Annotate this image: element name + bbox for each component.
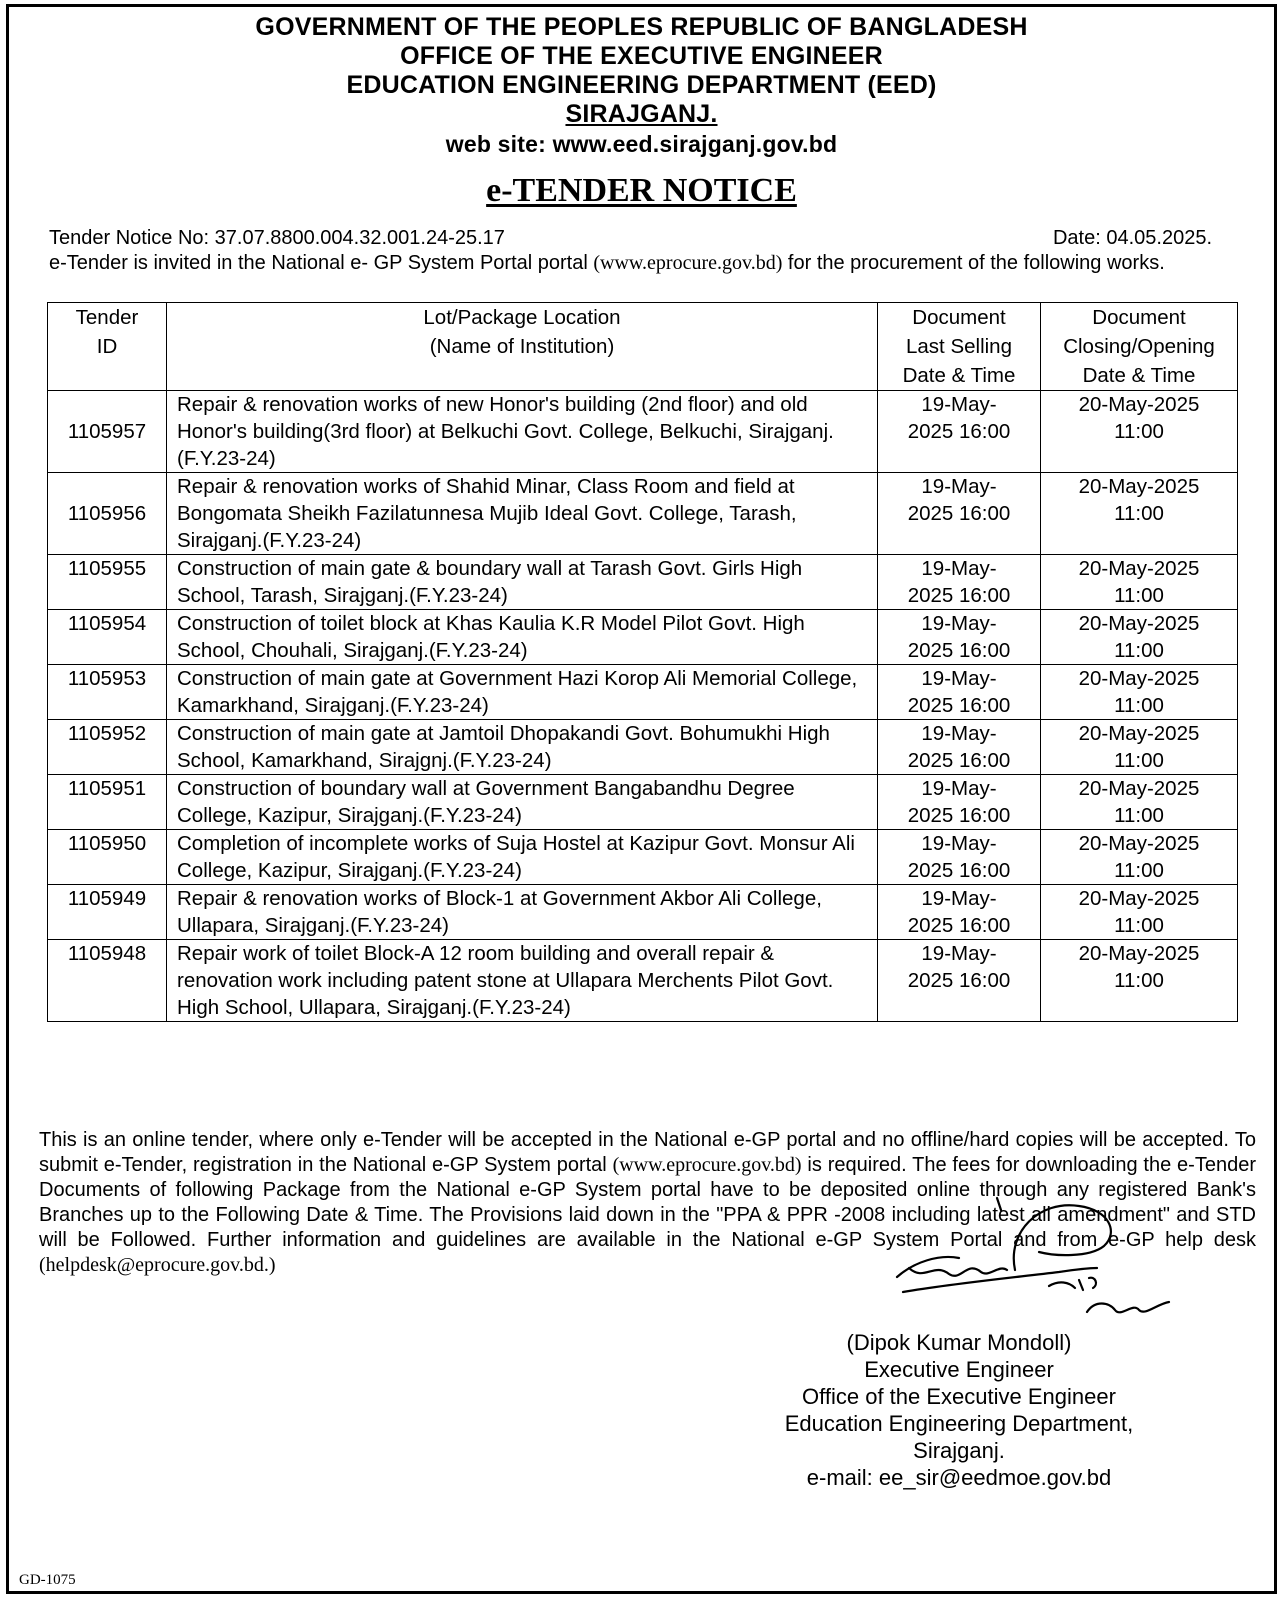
col-header-selling <box>878 303 1041 391</box>
notice-meta <box>49 226 1212 250</box>
closing-date: 20-May-2025 <box>1078 612 1200 635</box>
eprocure-link[interactable]: (www.eprocure.gov.bd) <box>612 1154 802 1176</box>
tender-id: 1105950 <box>48 830 167 885</box>
selling-datetime <box>878 775 1041 830</box>
tender-location: Construction of main gate at Government Hazi Korop Ali Memorial College, Kamarkhand, Sirajganj.(F.Y.23-24) <box>167 665 878 720</box>
footer-code: GD-1075 <box>19 1572 76 1588</box>
selling-time: 2025 16:00 <box>907 914 1011 937</box>
closing-date: 20-May-2025 <box>1078 557 1200 580</box>
tender-id: 1105952 <box>48 720 167 775</box>
website-link[interactable]: www.eed.sirajganj.gov.bd <box>552 131 838 157</box>
table-row <box>48 830 1238 885</box>
col-header-closing-l1: Document <box>1092 306 1186 329</box>
closing-datetime <box>1041 665 1238 720</box>
table-row <box>48 665 1238 720</box>
closing-date: 20-May-2025 <box>1078 887 1200 910</box>
closing-time: 11:00 <box>1114 502 1164 525</box>
selling-datetime <box>878 720 1041 775</box>
closing-date: 20-May-2025 <box>1078 393 1200 416</box>
tender-id: 1105956 <box>48 473 167 555</box>
tender-location: Construction of toilet block at Khas Kaulia K.R Model Pilot Govt. High School, Chouhali, Sirajganj.(F.Y.23-24) <box>167 610 878 665</box>
signatory-office: Office of the Executive Engineer <box>802 1384 1116 1409</box>
tender-location: Repair & renovation works of Block-1 at Government Akbor Ali College, Ullapara, Sirajganj.(F.Y.23-24) <box>167 885 878 940</box>
notice-no: 37.07.8800.004.32.001.24-25.17 <box>214 227 505 249</box>
tender-location: Construction of main gate at Jamtoil Dhopakandi Govt. Bohumukhi High School, Kamarkhand, Sirajgnj.(F.Y.23-24) <box>167 720 878 775</box>
closing-datetime <box>1041 555 1238 610</box>
table-row <box>48 610 1238 665</box>
closing-time: 11:00 <box>1114 804 1164 827</box>
selling-time: 2025 16:00 <box>907 502 1011 525</box>
selling-time: 2025 16:00 <box>907 420 1011 443</box>
tender-id: 1105953 <box>48 665 167 720</box>
intro-text <box>49 250 1218 276</box>
closing-time: 11:00 <box>1114 694 1164 717</box>
selling-date: 19-May- <box>921 393 997 416</box>
table-row <box>48 720 1238 775</box>
col-header-id-l2: ID <box>96 335 118 358</box>
selling-time: 2025 16:00 <box>907 969 1011 992</box>
col-header-location-l1: Lot/Package Location <box>423 306 621 329</box>
selling-date: 19-May- <box>921 887 997 910</box>
tender-location: Construction of boundary wall at Government Bangabandhu Degree College, Kazipur, Sirajganj.(F.Y.23-24) <box>167 775 878 830</box>
closing-time: 11:00 <box>1114 420 1164 443</box>
closing-datetime <box>1041 720 1238 775</box>
city-line: SIRAJGANJ. <box>565 100 718 128</box>
closing-date: 20-May-2025 <box>1078 722 1200 745</box>
selling-time: 2025 16:00 <box>907 749 1011 772</box>
table-row <box>48 555 1238 610</box>
closing-date: 20-May-2025 <box>1078 667 1200 690</box>
terms-part-1: This is an online tender, where only e-Tender will be accepted in the National e-GP portal and no offline/hard copies will be accepted. To submit e-Tender, registration in the National e-GP System portal <box>39 1129 1256 1176</box>
signatory-place: Sirajganj. <box>913 1438 1005 1463</box>
col-header-closing-l3: Date & Time <box>1082 364 1196 387</box>
selling-date: 19-May- <box>921 777 997 800</box>
email-label: e-mail: <box>806 1465 879 1490</box>
col-header-location <box>167 303 878 391</box>
govt-line: GOVERNMENT OF THE PEOPLES REPUBLIC OF BANGLADESH <box>255 13 1028 41</box>
tender-id: 1105954 <box>48 610 167 665</box>
signatory-name: (Dipok Kumar Mondoll) <box>846 1330 1072 1355</box>
signature-block <box>749 1329 1169 1491</box>
closing-date: 20-May-2025 <box>1078 777 1200 800</box>
selling-datetime <box>878 391 1041 473</box>
col-header-selling-l2: Last Selling <box>906 335 1012 358</box>
col-header-id <box>48 303 167 391</box>
page-title: e-TENDER NOTICE <box>486 172 797 209</box>
selling-datetime <box>878 830 1041 885</box>
tender-id: 1105957 <box>48 391 167 473</box>
selling-time: 2025 16:00 <box>907 804 1011 827</box>
signatory-designation: Executive Engineer <box>864 1357 1054 1382</box>
closing-time: 11:00 <box>1114 969 1164 992</box>
selling-datetime <box>878 885 1041 940</box>
closing-datetime <box>1041 830 1238 885</box>
closing-time: 11:00 <box>1114 749 1164 772</box>
closing-date: 20-May-2025 <box>1078 832 1200 855</box>
intro-pre: e-Tender is invited in the National e- GP System Portal portal <box>49 252 594 274</box>
signature-mark <box>889 1192 1219 1332</box>
tender-location: Repair & renovation works of new Honor's building (2nd floor) and old Honor's building(3rd floor) at Belkuchi Govt. College, Belkuchi, Sirajganj.(F.Y.23-24) <box>167 391 878 473</box>
signatory-email-link[interactable]: ee_sir@eedmoe.gov.bd <box>878 1465 1112 1490</box>
selling-time: 2025 16:00 <box>907 694 1011 717</box>
closing-date: 20-May-2025 <box>1078 475 1200 498</box>
intro-post: for the procurement of the following works. <box>782 252 1165 274</box>
selling-date: 19-May- <box>921 722 997 745</box>
selling-datetime <box>878 665 1041 720</box>
tender-id: 1105948 <box>48 940 167 1022</box>
tender-id: 1105955 <box>48 555 167 610</box>
selling-time: 2025 16:00 <box>907 859 1011 882</box>
col-header-selling-l1: Document <box>912 306 1006 329</box>
terms-part-2: is required. The fees for downloading the e-Tender Documents of following Package from the National e-GP System portal have to be deposited online through any registered Bank's Branches up to the Following Date & Time. The Provisions laid down in the "PPA & PPR -2008 including latest all amendment" and STD will be Followed. Further information and guidelines are available in the National e-GP System Portal and from e-GP help desk <box>39 1154 1256 1251</box>
closing-time: 11:00 <box>1114 914 1164 937</box>
col-header-closing <box>1041 303 1238 391</box>
selling-datetime <box>878 940 1041 1022</box>
tender-table <box>47 302 1238 1022</box>
closing-datetime <box>1041 940 1238 1022</box>
closing-datetime <box>1041 775 1238 830</box>
helpdesk-email-link[interactable]: (helpdesk@eprocure.gov.bd.) <box>39 1254 276 1276</box>
tender-location: Completion of incomplete works of Suja Hostel at Kazipur Govt. Monsur Ali College, Kazipur, Sirajganj.(F.Y.23-24) <box>167 830 878 885</box>
tender-location: Repair & renovation works of Shahid Minar, Class Room and field at Bongomata Sheikh Fazilatunnesa Mujib Ideal Govt. College, Tarash, Sirajganj.(F.Y.23-24) <box>167 473 878 555</box>
selling-time: 2025 16:00 <box>907 639 1011 662</box>
selling-date: 19-May- <box>921 475 997 498</box>
tender-id: 1105951 <box>48 775 167 830</box>
closing-datetime <box>1041 391 1238 473</box>
table-row <box>48 775 1238 830</box>
dept-line: EDUCATION ENGINEERING DEPARTMENT (EED) <box>346 71 937 99</box>
closing-time: 11:00 <box>1114 584 1164 607</box>
selling-date: 19-May- <box>921 667 997 690</box>
notice-date: 04.05.2025. <box>1106 227 1212 249</box>
col-header-closing-l2: Closing/Opening <box>1063 335 1215 358</box>
notice-no-label: Tender Notice No: <box>49 227 215 249</box>
office-line: OFFICE OF THE EXECUTIVE ENGINEER <box>400 42 883 70</box>
selling-datetime <box>878 473 1041 555</box>
col-header-id-l1: Tender <box>75 306 139 329</box>
tender-location: Repair work of toilet Block-A 12 room building and overall repair & renovation work including patent stone at Ullapara Merchents Pilot Govt. High School, Ullapara, Sirajganj.(F.Y.23-24) <box>167 940 878 1022</box>
table-row <box>48 391 1238 473</box>
selling-datetime <box>878 610 1041 665</box>
notice-page <box>6 4 1277 1594</box>
closing-time: 11:00 <box>1114 859 1164 882</box>
selling-time: 2025 16:00 <box>907 584 1011 607</box>
selling-date: 19-May- <box>921 557 997 580</box>
table-row <box>48 885 1238 940</box>
closing-datetime <box>1041 610 1238 665</box>
eprocure-link[interactable]: (www.eprocure.gov.bd) <box>593 252 783 274</box>
closing-time: 11:00 <box>1114 639 1164 662</box>
selling-date: 19-May- <box>921 832 997 855</box>
col-header-location-l2: (Name of Institution) <box>429 335 615 358</box>
tender-location: Construction of main gate & boundary wall at Tarash Govt. Girls High School, Tarash, Sirajganj.(F.Y.23-24) <box>167 555 878 610</box>
date-label: Date: <box>1052 227 1107 249</box>
col-header-selling-l3: Date & Time <box>902 364 1016 387</box>
selling-date: 19-May- <box>921 942 997 965</box>
letterhead <box>9 13 1274 159</box>
closing-datetime <box>1041 473 1238 555</box>
selling-datetime <box>878 555 1041 610</box>
table-row <box>48 473 1238 555</box>
signatory-dept: Education Engineering Department, <box>784 1411 1134 1436</box>
table-header-row <box>48 303 1238 391</box>
closing-date: 20-May-2025 <box>1078 942 1200 965</box>
closing-datetime <box>1041 885 1238 940</box>
website-label: web site: <box>445 131 553 157</box>
table-row <box>48 940 1238 1022</box>
tender-id: 1105949 <box>48 885 167 940</box>
selling-date: 19-May- <box>921 612 997 635</box>
